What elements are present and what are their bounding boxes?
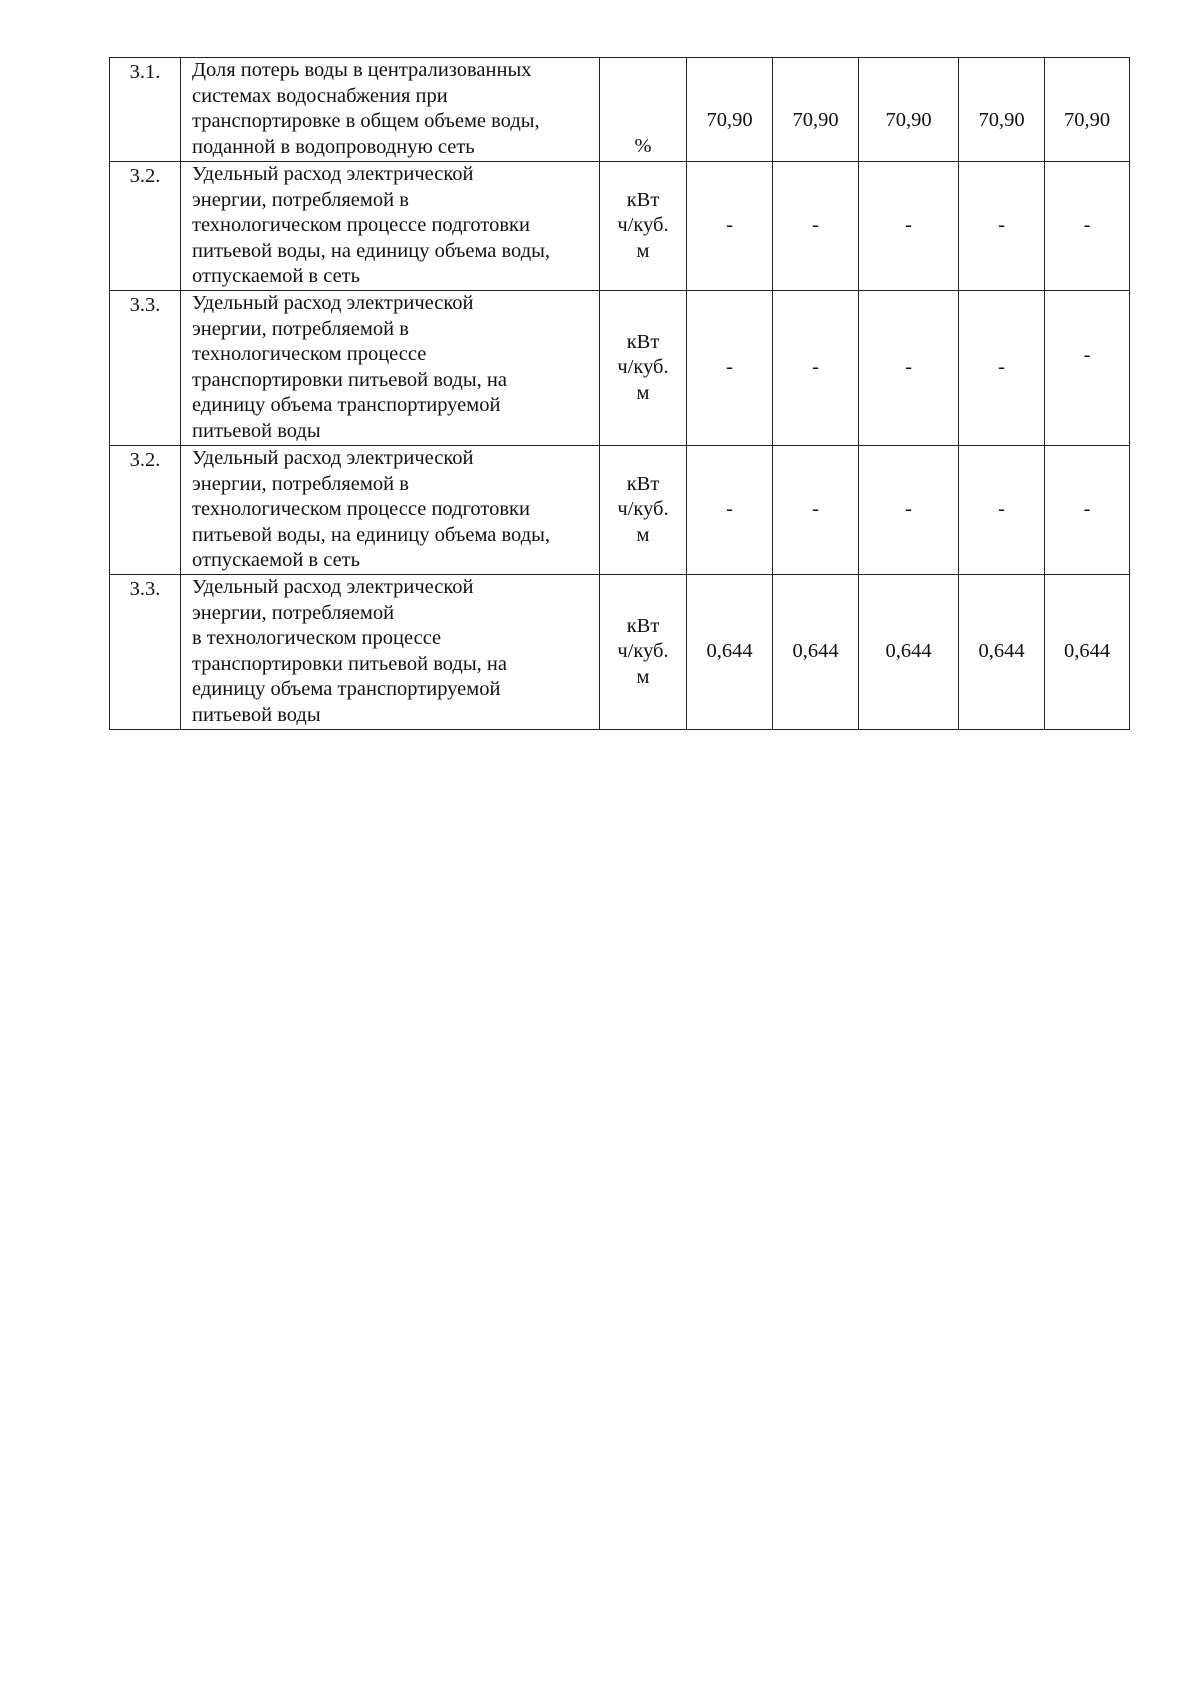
- description-line: Удельный расход электрической: [192, 163, 474, 185]
- table-row: [110, 162, 1130, 291]
- description-line: технологическом процессе подготовки: [192, 214, 530, 236]
- row-number: 3.2.: [110, 162, 181, 291]
- value-cell: -: [687, 446, 773, 575]
- description-line: системах водоснабжения при: [192, 84, 448, 107]
- unit-line: м: [636, 381, 650, 404]
- unit-cell: [600, 58, 687, 162]
- indicator-description: [181, 291, 600, 446]
- description-line: технологическом процессе: [192, 343, 427, 365]
- description-line: транспортировки питьевой воды, на: [192, 368, 507, 391]
- row-number: 3.1.: [110, 58, 181, 162]
- unit-line: кВт: [626, 614, 660, 637]
- value-cell: -: [859, 446, 959, 575]
- value-cell: -: [1045, 162, 1130, 291]
- value-cell: -: [773, 162, 859, 291]
- value-cell: 70,90: [859, 58, 959, 162]
- value-cell: -: [687, 291, 773, 446]
- description-line: питьевой воды: [192, 703, 321, 726]
- value-cell: -: [1045, 446, 1130, 575]
- indicators-table: [109, 57, 1130, 730]
- indicator-description: [181, 575, 600, 730]
- unit-line: кВт: [626, 188, 660, 211]
- value-cell: 70,90: [773, 58, 859, 162]
- unit-line: ч/куб.: [617, 214, 669, 237]
- value-cell: -: [959, 291, 1045, 446]
- description-line: Удельный расход электрической: [192, 576, 474, 598]
- description-line: энергии, потребляемой: [192, 601, 395, 624]
- unit-cell: [600, 291, 687, 446]
- value-cell: -: [1045, 291, 1130, 446]
- unit-cell: [600, 162, 687, 291]
- unit-cell: [600, 446, 687, 575]
- row-number: 3.3.: [110, 291, 181, 446]
- description-line: в технологическом процессе: [192, 627, 442, 649]
- unit-line: ч/куб.: [617, 356, 669, 379]
- table-row: [110, 446, 1130, 575]
- unit-line: м: [636, 523, 650, 546]
- row-number: 3.2.: [110, 446, 181, 575]
- description-line: питьевой воды: [192, 419, 321, 442]
- table-row: [110, 291, 1130, 446]
- table-row: [110, 58, 1130, 162]
- value-cell: 70,90: [1045, 58, 1130, 162]
- unit-line: м: [636, 665, 650, 688]
- value-cell: 0,644: [773, 575, 859, 730]
- unit-line: %: [634, 135, 652, 157]
- description-line: энергии, потребляемой в: [192, 472, 409, 495]
- value-cell: -: [773, 446, 859, 575]
- indicator-description: [181, 58, 600, 162]
- value-cell: 0,644: [959, 575, 1045, 730]
- description-line: транспортировки питьевой воды, на: [192, 652, 507, 675]
- description-line: питьевой воды, на единицу объема воды,: [192, 523, 551, 546]
- description-line: технологическом процессе подготовки: [192, 498, 530, 520]
- row-number: 3.3.: [110, 575, 181, 730]
- table-row: [110, 575, 1130, 730]
- description-line: Удельный расход электрической: [192, 447, 474, 469]
- description-line: поданной в водопроводную сеть: [192, 135, 475, 158]
- value-cell: -: [859, 162, 959, 291]
- value-cell: -: [687, 162, 773, 291]
- unit-line: ч/куб.: [617, 640, 669, 663]
- value-cell: -: [959, 446, 1045, 575]
- value-cell: 70,90: [959, 58, 1045, 162]
- description-line: транспортировке в общем объеме воды,: [192, 110, 540, 132]
- description-line: питьевой воды, на единицу объема воды,: [192, 239, 551, 262]
- unit-line: ч/куб.: [617, 498, 669, 521]
- description-line: отпускаемой в сеть: [192, 265, 360, 287]
- value-cell: 0,644: [1045, 575, 1130, 730]
- value-cell: -: [859, 291, 959, 446]
- description-line: энергии, потребляемой в: [192, 317, 409, 340]
- unit-line: м: [636, 239, 650, 262]
- description-line: единицу объема транспортируемой: [192, 394, 501, 416]
- description-line: Доля потерь воды в централизованных: [192, 59, 532, 81]
- value-cell: 0,644: [859, 575, 959, 730]
- unit-line: кВт: [626, 472, 660, 495]
- value-cell: -: [773, 291, 859, 446]
- description-line: единицу объема транспортируемой: [192, 678, 501, 700]
- value-cell: 0,644: [687, 575, 773, 730]
- description-line: Удельный расход электрической: [192, 292, 474, 314]
- description-line: отпускаемой в сеть: [192, 549, 360, 571]
- value-cell: -: [959, 162, 1045, 291]
- value-cell: 70,90: [687, 58, 773, 162]
- unit-cell: [600, 575, 687, 730]
- indicator-description: [181, 446, 600, 575]
- description-line: энергии, потребляемой в: [192, 188, 409, 211]
- unit-line: кВт: [626, 330, 660, 353]
- indicator-description: [181, 162, 600, 291]
